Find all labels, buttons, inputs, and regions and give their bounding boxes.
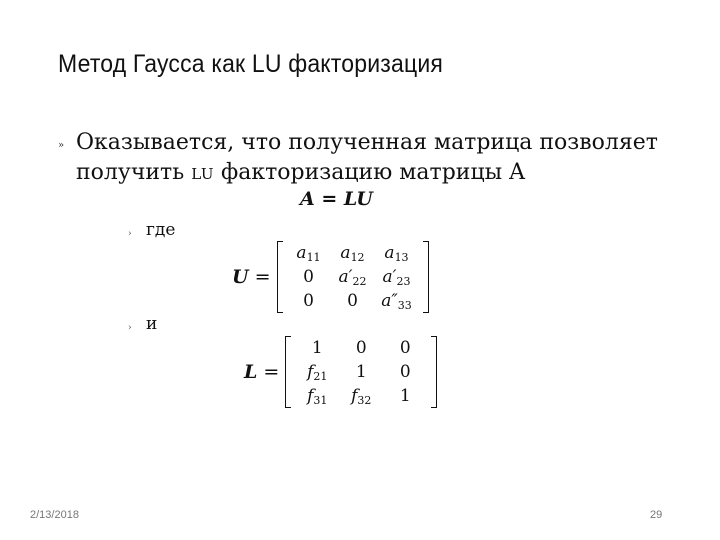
matrix-l-cell-1-1: 1 — [311, 338, 323, 358]
matrix-l-right-bracket — [431, 336, 437, 408]
bullet-line-2 — [76, 158, 696, 189]
footer-date: 2/13/2018 — [30, 509, 79, 521]
sub-bullet-marker-where: › — [128, 229, 132, 239]
matrix-u-cell-1-2: $a_{12}$ — [340, 243, 365, 264]
matrix-l-cell-3-1: $f_{31}$ — [307, 386, 328, 407]
matrix-l-grid — [291, 336, 431, 408]
matrix-u-cell-1-1: $a_{11}$ — [296, 243, 321, 264]
bullet-line-2-before: получить — [76, 160, 192, 185]
sub-bullet-marker-and: › — [128, 323, 132, 333]
matrix-l-equals: = — [263, 361, 280, 383]
matrix-l-cell-2-2: 1 — [355, 362, 367, 382]
matrix-l-cell-2-3: 0 — [399, 362, 411, 382]
matrix-l-name: L — [244, 361, 258, 383]
matrix-u-cell-1-3: $a_{13}$ — [384, 243, 409, 264]
matrix-u-cell-2-3: $a'_{23}$ — [382, 267, 411, 288]
matrix-u-cell-3-3: $a''_{33}$ — [381, 291, 412, 312]
bullet-text — [76, 128, 696, 189]
matrix-u-grid — [283, 241, 423, 313]
matrix-u-name: U — [232, 266, 249, 288]
matrix-l-cell-1-3: 0 — [399, 338, 411, 358]
and-label: и — [146, 314, 158, 334]
matrix-l-cell-3-3: 1 — [399, 386, 411, 406]
matrix-u-cell-3-2: 0 — [347, 291, 358, 311]
matrix-u-equals: = — [254, 266, 271, 288]
matrix-l-cell-1-2: 0 — [355, 338, 367, 358]
where-label: где — [146, 220, 176, 240]
matrix-l-cell-3-2: $f_{32}$ — [351, 386, 372, 407]
matrix-l-equation — [244, 336, 437, 408]
bullet-line-2-after: факторизацию матрицы A — [213, 160, 525, 185]
matrix-u-cell-2-2: $a'_{22}$ — [338, 267, 367, 288]
slide-title: Метод Гаусса как LU факторизация — [58, 50, 443, 78]
matrix-u-cell-3-1: 0 — [303, 291, 314, 311]
equation-a-lu: A = LU — [300, 188, 373, 210]
bullet-marker: » — [58, 140, 65, 151]
matrix-u-cell-2-1: 0 — [303, 267, 314, 287]
lu-abbrev: LU — [191, 165, 214, 183]
matrix-u-right-bracket — [423, 241, 429, 313]
matrix-u-equation — [232, 241, 429, 313]
matrix-l-cell-2-1: $f_{21}$ — [307, 362, 328, 383]
page-number: 29 — [650, 509, 663, 521]
bullet-line-1: Оказывается, что полученная матрица позволяет — [76, 130, 658, 155]
